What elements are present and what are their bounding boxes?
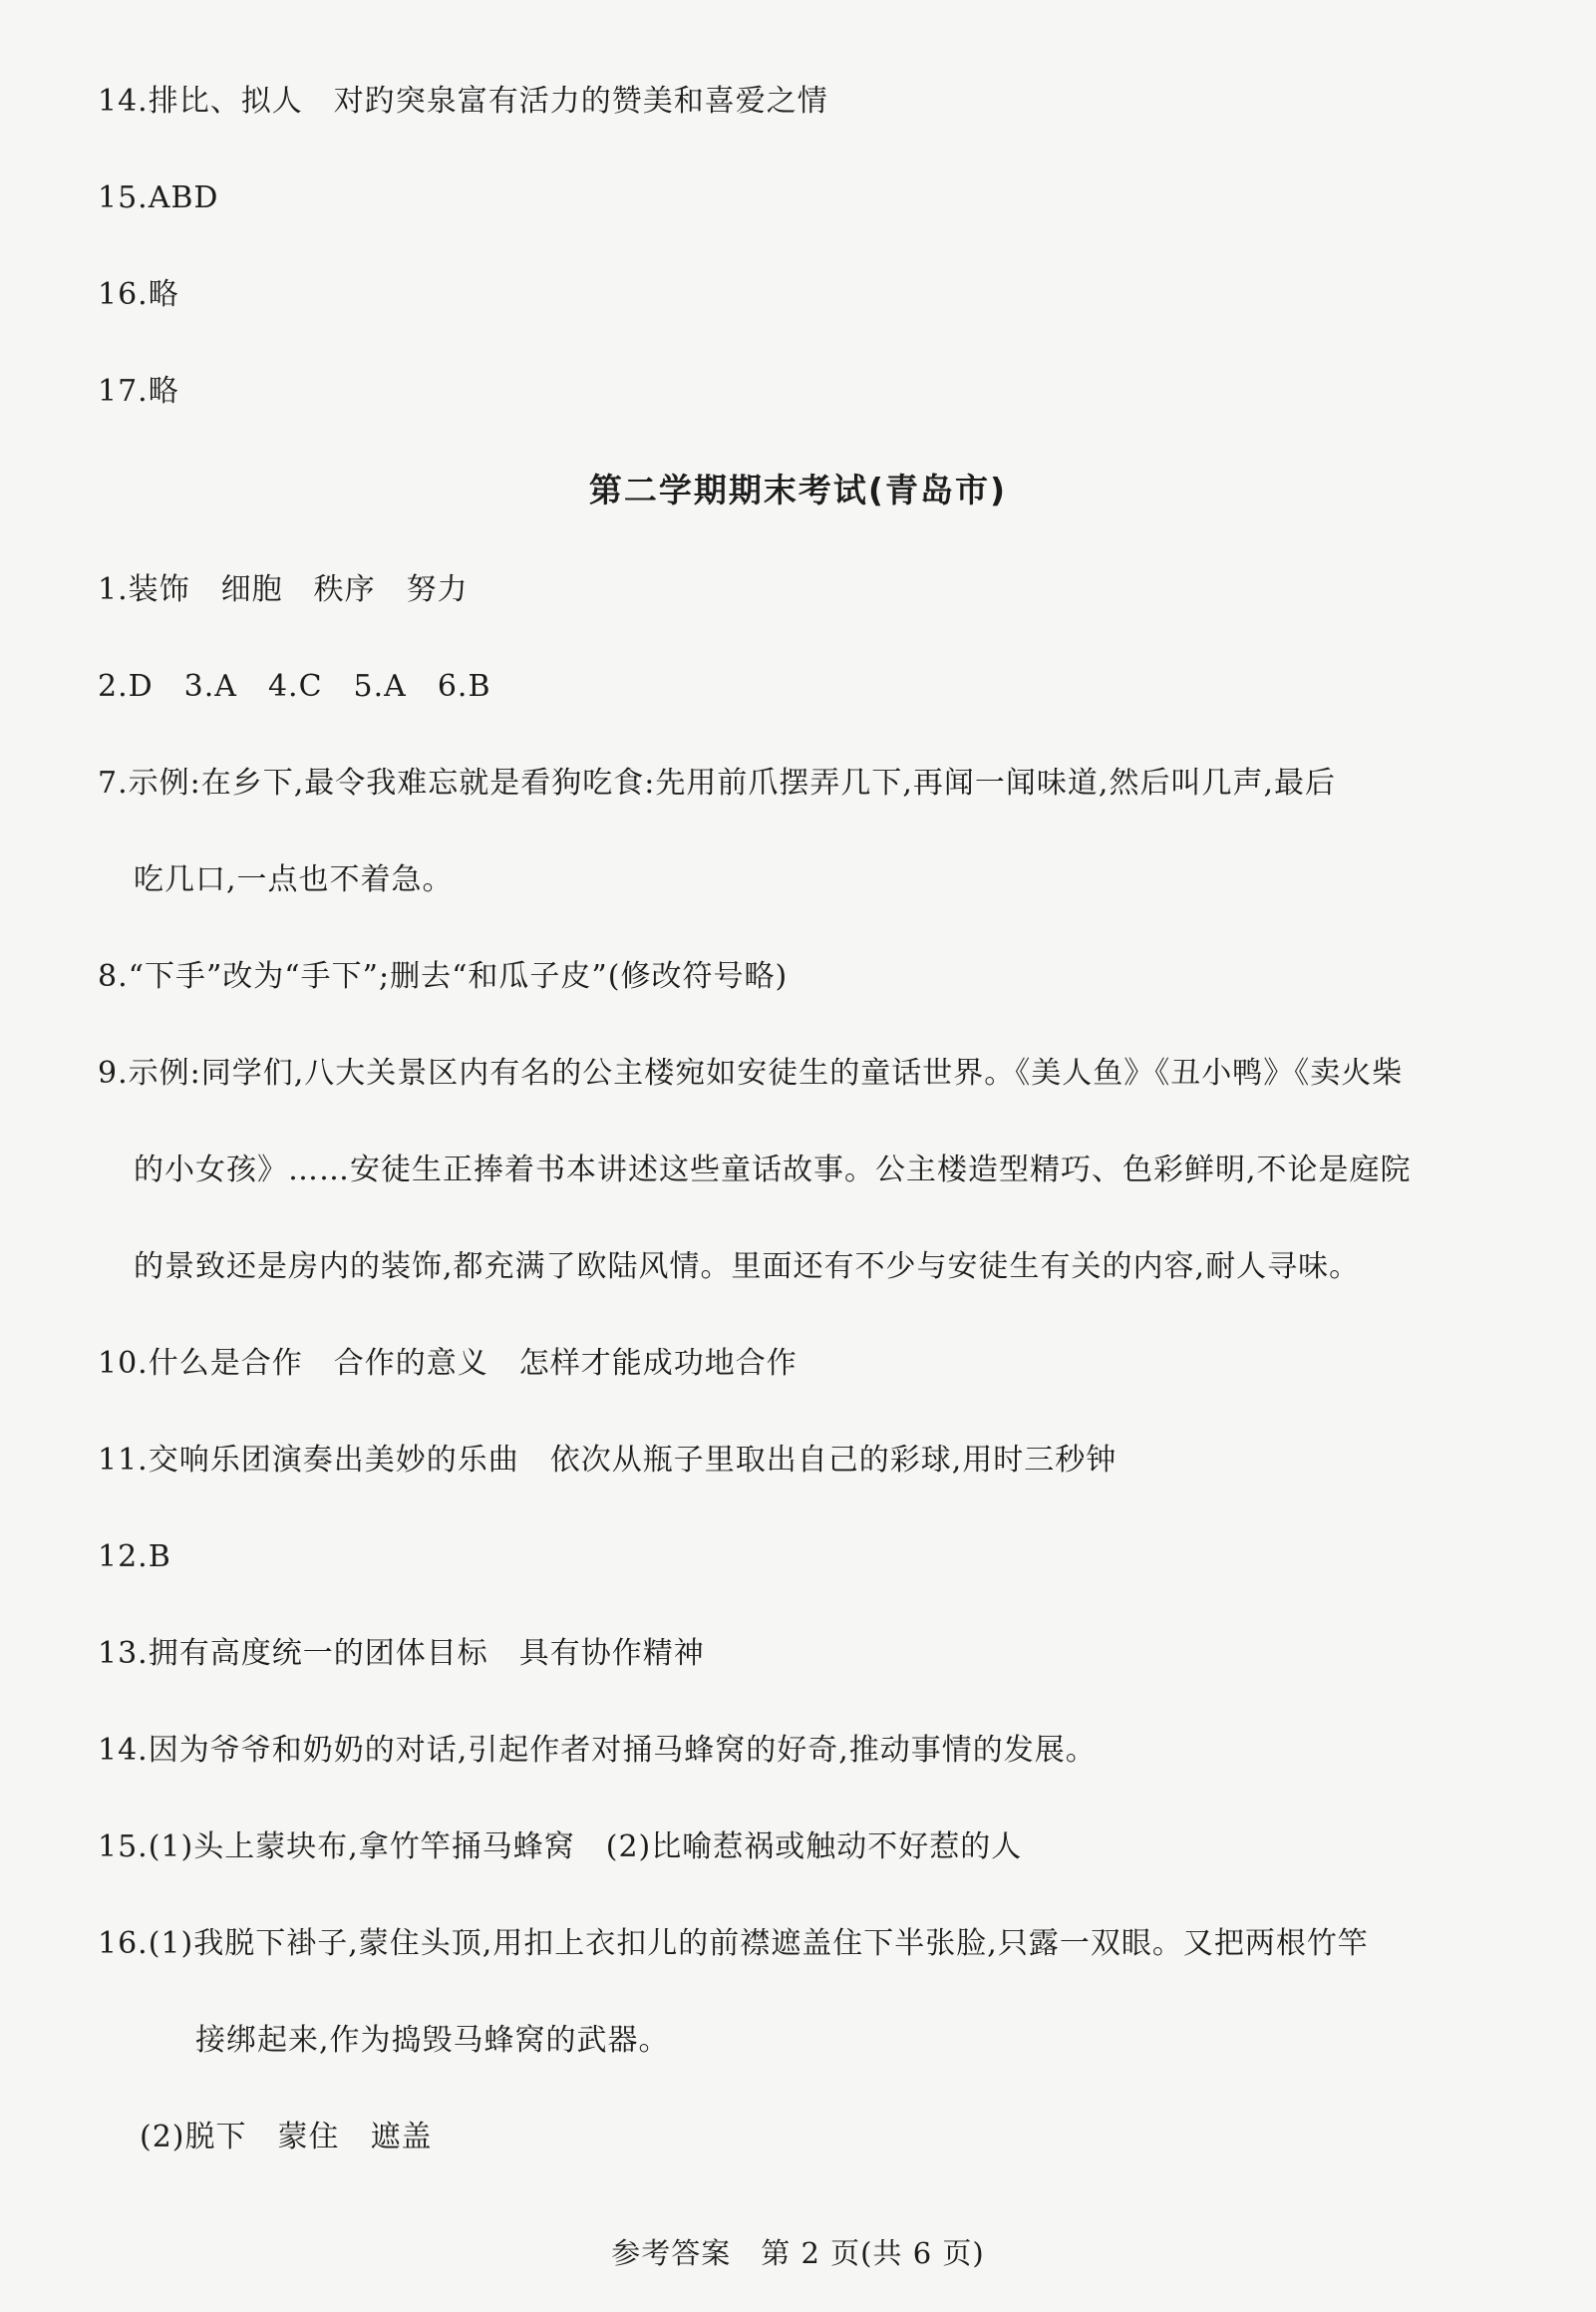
answer-8: 8.“下手”改为“手下”;删去“和瓜子皮”(修改符号略) bbox=[98, 959, 789, 994]
answer-1: 1.装饰 细胞 秩序 努力 bbox=[98, 572, 469, 607]
answer-16-cont: 接绑起来,作为捣毁马蜂窝的武器。 bbox=[195, 2023, 670, 2058]
page-footer: 参考答案 第 2 页(共 6 页) bbox=[611, 2236, 985, 2270]
answer-16-prev: 16.略 bbox=[98, 277, 179, 312]
section-title: 第二学期期末考试(青岛市) bbox=[588, 471, 1008, 509]
answer-10: 10.什么是合作 合作的意义 怎样才能成功地合作 bbox=[98, 1346, 798, 1381]
answer-7-cont: 吃几口,一点也不着急。 bbox=[134, 862, 454, 897]
answer-14: 14.因为爷爷和奶奶的对话,引起作者对捅马蜂窝的好奇,推动事情的发展。 bbox=[98, 1733, 1097, 1768]
answer-16-part-2: (2)脱下 蒙住 遮盖 bbox=[140, 2120, 433, 2154]
answer-16: 16.(1)我脱下褂子,蒙住头顶,用扣上衣扣儿的前襟遮盖住下半张脸,只露一双眼。又把两根竹竿 bbox=[98, 1926, 1369, 1961]
answer-15: 15.(1)头上蒙块布,拿竹竿捅马蜂窝 (2)比喻惹祸或触动不好惹的人 bbox=[98, 1829, 1023, 1864]
answer-12: 12.B bbox=[98, 1539, 171, 1574]
answer-11: 11.交响乐团演奏出美妙的乐曲 依次从瓶子里取出自己的彩球,用时三秒钟 bbox=[98, 1443, 1117, 1478]
answer-15-prev: 15.ABD bbox=[98, 180, 219, 215]
answer-9-cont-2: 的景致还是房内的装饰,都充满了欧陆风情。里面还有不少与安徒生有关的内容,耐人寻味。 bbox=[134, 1249, 1361, 1284]
answer-2-6: 2.D 3.A 4.C 5.A 6.B bbox=[98, 669, 491, 704]
answer-13: 13.拥有高度统一的团体目标 具有协作精神 bbox=[98, 1636, 705, 1671]
answer-9-cont-1: 的小女孩》……安徒生正捧着书本讲述这些童话故事。公主楼造型精巧、色彩鲜明,不论是庭院 bbox=[134, 1153, 1412, 1187]
answer-9: 9.示例:同学们,八大关景区内有名的公主楼宛如安徒生的童话世界。《美人鱼》《丑小鸭》《卖火柴 bbox=[98, 1056, 1404, 1091]
answer-17-prev: 17.略 bbox=[98, 374, 179, 409]
answer-7: 7.示例:在乡下,最令我难忘就是看狗吃食:先用前爪摆弄几下,再闻一闻味道,然后叫几声,最后 bbox=[98, 766, 1336, 801]
answer-14-prev: 14.排比、拟人 对趵突泉富有活力的赞美和喜爱之情 bbox=[98, 84, 828, 119]
